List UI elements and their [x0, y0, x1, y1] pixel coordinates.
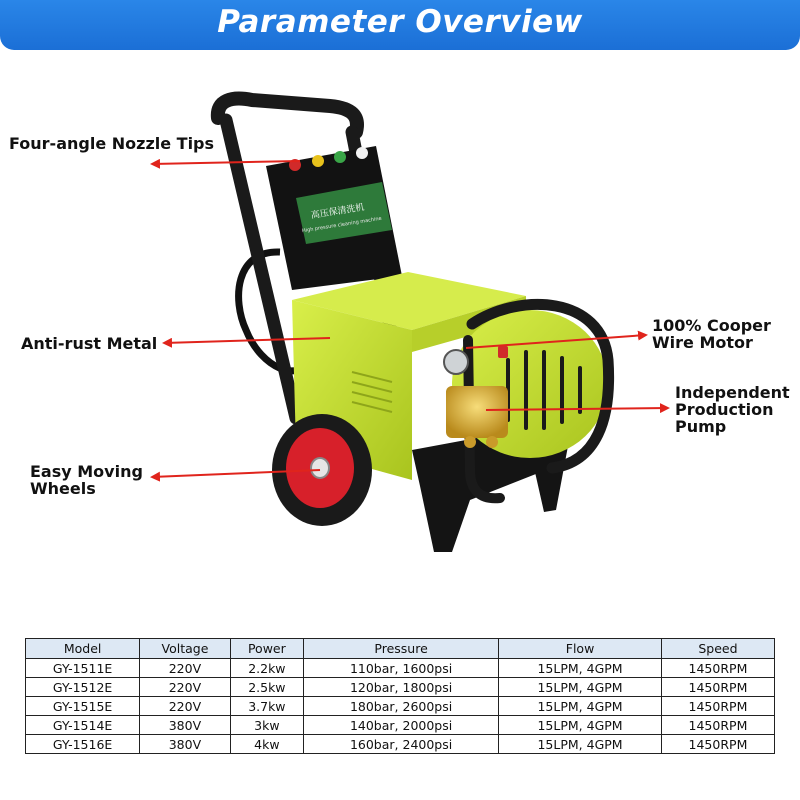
- callout-motor: [652, 317, 771, 351]
- table-cell: GY-1511E: [26, 659, 140, 678]
- table-cell: 1450RPM: [661, 678, 774, 697]
- table-cell: 1450RPM: [661, 659, 774, 678]
- table-cell: GY-1512E: [26, 678, 140, 697]
- pressure-gauge: [444, 350, 468, 374]
- page-title: Parameter Overview: [217, 4, 583, 40]
- callout-motor-line1: 100% Cooper: [652, 316, 771, 335]
- column-header: Voltage: [140, 639, 231, 659]
- table-cell: 110bar, 1600psi: [304, 659, 499, 678]
- table-cell: GY-1514E: [26, 716, 140, 735]
- column-header: Flow: [499, 639, 662, 659]
- nozzle-tip-yellow: [312, 155, 324, 167]
- column-header: Model: [26, 639, 140, 659]
- table-cell: 220V: [140, 678, 231, 697]
- table-row: [26, 735, 775, 754]
- table-cell: GY-1515E: [26, 697, 140, 716]
- table-row: [26, 697, 775, 716]
- table-row: [26, 716, 775, 735]
- table-cell: 220V: [140, 659, 231, 678]
- column-header: Power: [230, 639, 303, 659]
- pump-fitting: [464, 436, 476, 448]
- handle-bar: [218, 99, 357, 132]
- table-cell: 2.5kw: [230, 678, 303, 697]
- table-row: [26, 659, 775, 678]
- panel-subtitle: High pressure cleaning machine: [301, 215, 383, 235]
- callout-nozzle: [9, 135, 214, 152]
- arrow-nozzle: [152, 161, 300, 164]
- table-cell: 3.7kw: [230, 697, 303, 716]
- table-header-row: [26, 639, 775, 659]
- column-header: Speed: [661, 639, 774, 659]
- callout-pump-line2: Production: [675, 400, 774, 419]
- callout-motor-line2: Wire Motor: [652, 333, 753, 352]
- table-cell: 1450RPM: [661, 716, 774, 735]
- table-cell: 15LPM, 4GPM: [499, 678, 662, 697]
- callout-metal-text: Anti-rust Metal: [21, 334, 158, 353]
- parameter-table: [25, 638, 775, 754]
- red-cap: [498, 346, 508, 358]
- table-row: [26, 678, 775, 697]
- table-cell: 1450RPM: [661, 697, 774, 716]
- table-cell: 380V: [140, 716, 231, 735]
- brass-pump: [446, 386, 508, 438]
- table-cell: 4kw: [230, 735, 303, 754]
- callout-wheels-line2: Wheels: [30, 479, 96, 498]
- table-cell: 15LPM, 4GPM: [499, 735, 662, 754]
- callout-metal: [21, 335, 157, 352]
- table-cell: 15LPM, 4GPM: [499, 697, 662, 716]
- pump-fitting: [486, 436, 498, 448]
- table-cell: 3kw: [230, 716, 303, 735]
- callout-wheels: [30, 463, 143, 497]
- callout-pump: [675, 384, 790, 435]
- nozzle-tip-white: [356, 147, 368, 159]
- table-cell: 180bar, 2600psi: [304, 697, 499, 716]
- table-cell: 2.2kw: [230, 659, 303, 678]
- callout-wheels-line1: Easy Moving: [30, 462, 143, 481]
- table-cell: 140bar, 2000psi: [304, 716, 499, 735]
- panel-title: 高压保清洗机: [310, 202, 366, 222]
- wheel-hub: [311, 458, 329, 478]
- table-cell: GY-1516E: [26, 735, 140, 754]
- callout-pump-line1: Independent: [675, 383, 790, 402]
- pressure-washer: [218, 99, 609, 552]
- table-cell: 220V: [140, 697, 231, 716]
- column-header: Pressure: [304, 639, 499, 659]
- table-cell: 15LPM, 4GPM: [499, 716, 662, 735]
- table-cell: 120bar, 1800psi: [304, 678, 499, 697]
- table-cell: 1450RPM: [661, 735, 774, 754]
- callout-pump-line3: Pump: [675, 417, 727, 436]
- callout-nozzle-text: Four-angle Nozzle Tips: [9, 134, 215, 153]
- table-cell: 380V: [140, 735, 231, 754]
- table-cell: 15LPM, 4GPM: [499, 659, 662, 678]
- table-cell: 160bar, 2400psi: [304, 735, 499, 754]
- nozzle-tip-green: [334, 151, 346, 163]
